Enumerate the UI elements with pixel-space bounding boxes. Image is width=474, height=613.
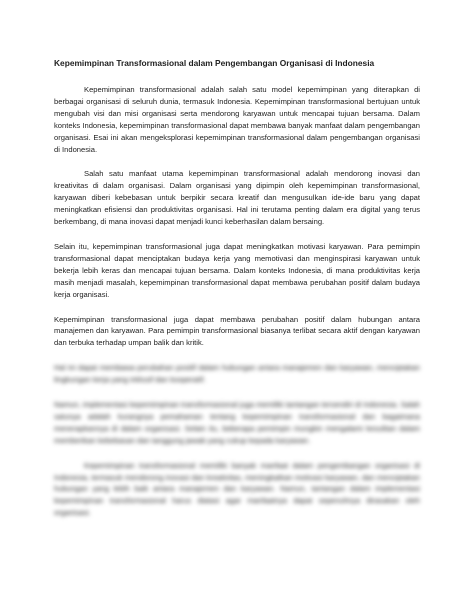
document-title: Kepemimpinan Transformasional dalam Pengembangan Organisasi di Indonesia (54, 58, 375, 68)
paragraph-motivation: Selain itu, kepemimpinan transformasional juga dapat meningkatkan motivasi karyawan. Para pemimpin transformasional dapat menciptakan budaya kerja yang memotivasi dan menginspirasi karyawan untuk bekerja lebih keras dan mencapai tujuan bersama. Dalam konteks Indonesia, di mana produktivitas kerja masih menjadi masalah, kepemimpinan transformasional dapat membawa perubahan positif dalam budaya kerja organisasi. (54, 241, 420, 299)
paragraph-intro: Kepemimpinan transformasional adalah salah satu model kepemimpinan yang diterapkan di berbagai organisasi di seluruh dunia, termasuk Indonesia. Kepemimpinan transformasional bertujuan untuk mengubah visi dan misi organisasi serta mendorong karyawan untuk mencapai tujuan bersama. Dalam konteks Indonesia, kepemimpinan transformasional dapat membawa banyak manfaat dalam pengembangan organisasi. Esai ini akan mengeksplorasi kepemimpinan transformasional dalam pengembangan organisasi di Indonesia. (54, 85, 420, 154)
blurred-preview-region (54, 362, 420, 519)
blurred-paragraph-relations-cont: Hal ini dapat membawa perubahan positif dalam hubungan antara manajemen dan karyawan, menciptakan lingkungan kerja yang inklusif dan kooperatif. (54, 363, 420, 385)
paragraph-innovation: Salah satu manfaat utama kepemimpinan transformasional adalah mendorong inovasi dan kreativitas di dalam organisasi. Dalam organisasi yang dipimpin oleh kepemimpinan transformasional, karyawan diberi kebebasan untuk berpikir secara kreatif dan mengusulkan ide-ide baru yang dapat meningkatkan efisiensi dan produktivitas organisasi. Hal ini terutama penting dalam era digital yang terus berkembang, di mana inovasi dapat menjadi kunci keberhasilan dalam bersaing. (54, 169, 420, 227)
blurred-paragraph-conclusion: Kepemimpinan transformasional memiliki banyak manfaat dalam pengembangan organisasi di Indonesia, termasuk mendorong inovasi dan kreativitas, meningkatkan motivasi karyawan, dan menciptakan hubungan yang lebih baik antara manajemen dan karyawan. Namun, tantangan dalam implementasi kepemimpinan transformasional harus diatasi agar manfaatnya dapat sepenuhnya dirasakan oleh organisasi. (54, 460, 420, 518)
blurred-paragraph-challenges: Namun, implementasi kepemimpinan transformasional juga memiliki tantangan tersendiri di Indonesia. Salah satunya adalah kurangnya pemahaman tentang kepemimpinan transformasional dan bagaimana menerapkannya di dalam organisasi. Selain itu, beberapa pemimpin mungkin mengalami kesulitan dalam memberikan kebebasan dan tanggung jawab yang cukup kepada karyawan. (54, 400, 420, 445)
paragraph-relations: Kepemimpinan transformasional juga dapat membawa perubahan positif dalam hubungan antara manajemen dan karyawan. Para pemimpin transformasional biasanya terlibat secara aktif dengan karyawan dan terbuka terhadap umpan balik dan kritik. (54, 314, 420, 348)
document-content (54, 57, 420, 532)
